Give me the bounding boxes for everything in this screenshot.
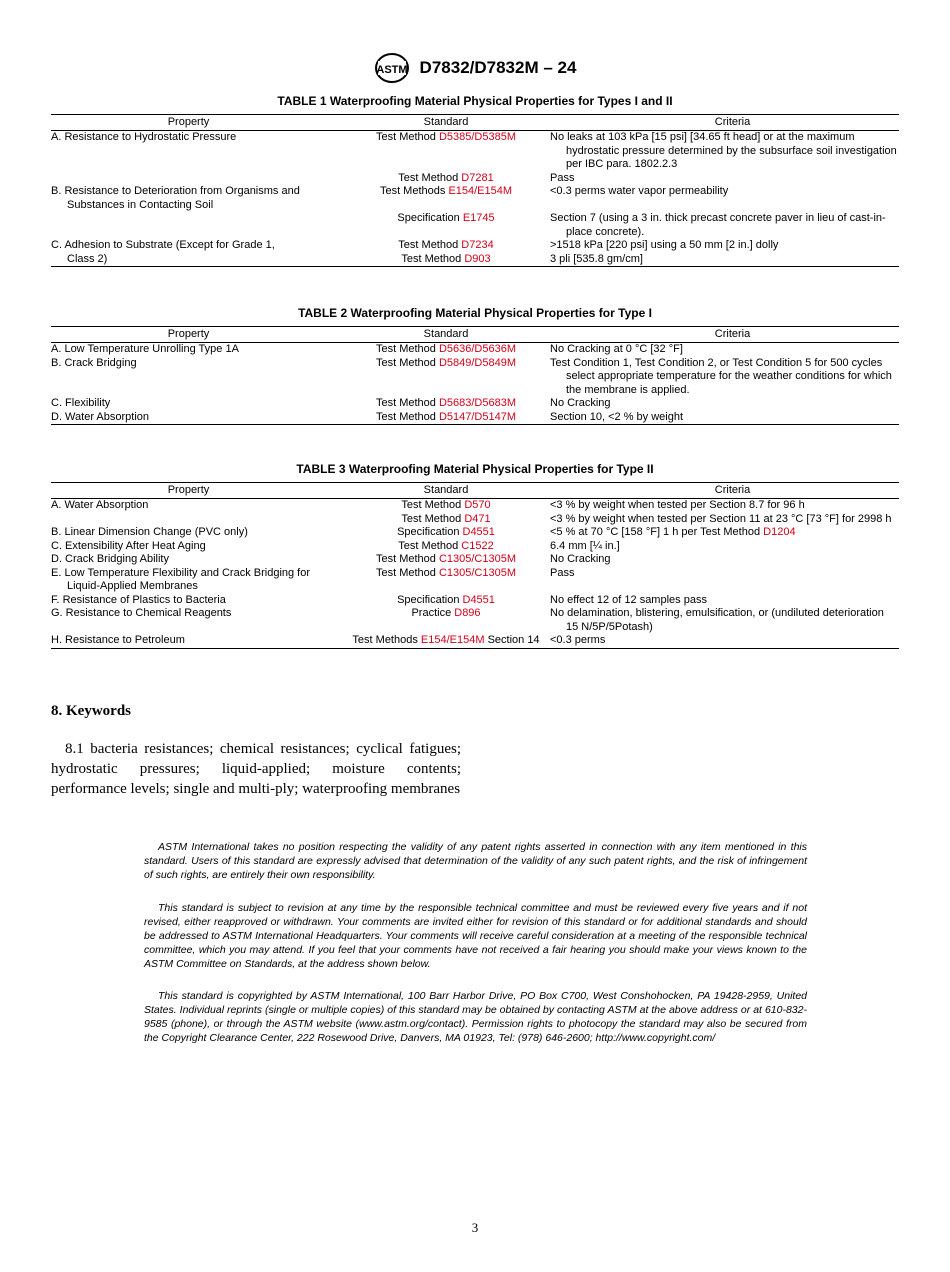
table-1-header-standard: Standard bbox=[326, 114, 566, 131]
standard-link[interactable]: D7281 bbox=[461, 171, 494, 184]
page-number: 3 bbox=[471, 1220, 479, 1235]
standard-link[interactable]: D4551 bbox=[462, 593, 495, 606]
table-row: B. Linear Dimension Change (PVC only) Specification D4551 <5 % at 70 °C [158 °F] 1 h per Test Method D1204 bbox=[51, 526, 796, 538]
standard-link[interactable]: D5147/D5147M bbox=[438, 410, 517, 423]
table-3-header-standard: Standard bbox=[326, 482, 566, 499]
document-designation: D7832/D7832M – 24 bbox=[419, 58, 577, 77]
table-row: Test Method D471 <3 % by weight when tested per Section 11 at 23 °C [73 °F] for 2998 h bbox=[401, 512, 892, 525]
keywords-heading: 8. Keywords bbox=[51, 703, 131, 719]
standard-link[interactable]: E154/E154M bbox=[448, 185, 513, 197]
standard-link[interactable]: E1745 bbox=[462, 212, 495, 224]
table-row: H. Resistance to Petroleum Test Methods E154/E154M Section 14 <0.3 perms bbox=[51, 634, 606, 646]
copyright-notice: This standard is copyrighted by ASTM International, 100 Barr Harbor Drive, PO Box C700, West Conshohocken, PA 19428-2959, United States. Individual reprints (single or multiple copies) of this standard may be obtained by contacting ASTM at the above address or at 610-832-9585 (phone), or through the ASTM website (www.astm.org/contact). Permission rights to photocopy the standard may also be secured from the Copyright Clearance Center, 222 Rosewood Drive, Danvers, MA 01923, Tel: (978) 646-2600; http://www.copyright.com/ bbox=[144, 990, 807, 1044]
table-row: A. Resistance to Hydrostatic Pressure Test Method D5385/D5385M No leaks at 103 kPa [15 psi] [34.65 ft head] or at the maximum hydrostatic pressure determined by the subsurface soil investigation per IBC para. 1802.2.3 bbox=[51, 131, 897, 170]
standard-link[interactable]: D7234 bbox=[461, 239, 494, 251]
table-row: C. Extensibility After Heat Aging Test Method C1522 6.4 mm [¼ in.] bbox=[51, 539, 620, 552]
table-2-grid bbox=[51, 326, 899, 426]
standard-link[interactable]: C1305/C1305M bbox=[438, 553, 517, 565]
table-row: A. Low Temperature Unrolling Type 1A Test Method D5636/D5636M No Cracking at 0 °C [32 °F] bbox=[51, 343, 683, 355]
standard-link[interactable]: D5385/D5385M bbox=[438, 131, 517, 143]
table-row: Specification E1745 Section 7 (using a 3 in. thick precast concrete paver in lieu of cast-in-place concrete). bbox=[397, 212, 886, 238]
table-row: B. Resistance to Deterioration from Organisms and Substances in Contacting Soil Test Methods E154/E154M <0.3 perms water vapor permeability bbox=[51, 185, 729, 211]
table-row: Class 2) Test Method D903 3 pli [535.8 gm/cm] bbox=[67, 252, 643, 265]
table-2-header-standard: Standard bbox=[326, 326, 566, 343]
table-row: B. Crack Bridging Test Method D5849/D5849M Test Condition 1, Test Condition 2, or Test Condition 5 for 500 cycles select appropriate temperature for the weather conditions for which the membrane is applied. bbox=[51, 356, 892, 396]
astm-logo-icon bbox=[374, 52, 410, 84]
table-1-header-criteria: Criteria bbox=[566, 114, 899, 131]
table-3 bbox=[51, 463, 899, 649]
table-1 bbox=[51, 95, 899, 267]
standard-link[interactable]: D4551 bbox=[462, 526, 495, 538]
table-row: C. Adhesion to Substrate (Except for Grade 1, Test Method D7234 >1518 kPa [220 psi] using a 50 mm [2 in.] dolly bbox=[51, 239, 779, 251]
revision-notice: This standard is subject to revision at any time by the responsible technical committee and must be reviewed every five years and if not revised, either reapproved or withdrawn. Your comments are invited either for revision of this standard or for additional standards and should be addressed to ASTM International Headquarters. Your comments will receive careful consideration at a meeting of the responsible technical committee, which you may attend. If you feel that your comments have not received a fair hearing you should make your views known to the ASTM Committee on Standards, at the address shown below. bbox=[144, 902, 807, 970]
table-3-header-criteria: Criteria bbox=[566, 482, 899, 499]
table-2-title: TABLE 2 Waterproofing Material Physical Properties for Type I bbox=[298, 306, 652, 320]
table-3-title: TABLE 3 Waterproofing Material Physical Properties for Type II bbox=[296, 462, 654, 476]
table-row: C. Flexibility Test Method D5683/D5683M No Cracking bbox=[51, 397, 611, 409]
table-3-grid bbox=[51, 482, 899, 649]
table-2-header-property: Property bbox=[51, 326, 326, 343]
table-row: D. Water Absorption Test Method D5147/D5147M Section 10, <2 % by weight bbox=[51, 410, 683, 423]
standard-link[interactable]: D471 bbox=[464, 512, 491, 525]
standard-link[interactable]: D5636/D5636M bbox=[438, 343, 517, 355]
standard-link[interactable]: D903 bbox=[464, 252, 491, 265]
table-2 bbox=[51, 307, 899, 425]
table-2-header-criteria: Criteria bbox=[566, 326, 899, 343]
table-row: E. Low Temperature Flexibility and Crack Bridging for Liquid-Applied Membranes Test Method C1305/C1305M Pass bbox=[51, 566, 575, 592]
table-row: G. Resistance to Chemical Reagents Practice D896 No delamination, blistering, emulsification, or (undiluted deterioration 15 N/5P/5Potash) bbox=[51, 607, 884, 633]
table-3-header-property: Property bbox=[51, 482, 326, 499]
standard-link[interactable]: C1522 bbox=[461, 539, 494, 552]
standard-link[interactable]: D1204 bbox=[763, 526, 796, 538]
table-1-grid bbox=[51, 114, 899, 268]
keywords-body: 8.1 bacteria resistances; chemical resistances; cyclical fatigues; hydrostatic pressures; liquid-applied; moisture contents; performance levels; single and multi-ply; waterproofing membranes bbox=[51, 741, 461, 797]
standard-link[interactable]: D5683/D5683M bbox=[438, 397, 517, 409]
table-row: Test Method D7281 Pass bbox=[398, 171, 575, 184]
table-1-title: TABLE 1 Waterproofing Material Physical Properties for Types I and II bbox=[277, 94, 673, 108]
patent-notice: ASTM International takes no position respecting the validity of any patent rights asserted in connection with any item mentioned in this standard. Users of this standard are expressly advised that determination of the validity of any such patent rights, and the risk of infringement of such rights, are entirely their own responsibility. bbox=[144, 841, 807, 881]
table-row: F. Resistance of Plastics to Bacteria Specification D4551 No effect 12 of 12 samples pass bbox=[51, 593, 707, 606]
standard-link[interactable]: D570 bbox=[464, 499, 491, 511]
table-row: A. Water Absorption Test Method D570 <3 % by weight when tested per Section 8.7 for 96 h bbox=[51, 499, 805, 511]
standard-link[interactable]: D5849/D5849M bbox=[438, 356, 517, 369]
table-row: D. Crack Bridging Ability Test Method C1305/C1305M No Cracking bbox=[51, 553, 611, 565]
standard-link[interactable]: E154/E154M bbox=[420, 634, 485, 646]
table-1-header-property: Property bbox=[51, 114, 326, 131]
standard-link[interactable]: D896 bbox=[454, 607, 481, 619]
standard-link[interactable]: C1305/C1305M bbox=[438, 566, 517, 579]
svg-text:ASTM: ASTM bbox=[375, 64, 408, 76]
page-header bbox=[0, 52, 950, 84]
